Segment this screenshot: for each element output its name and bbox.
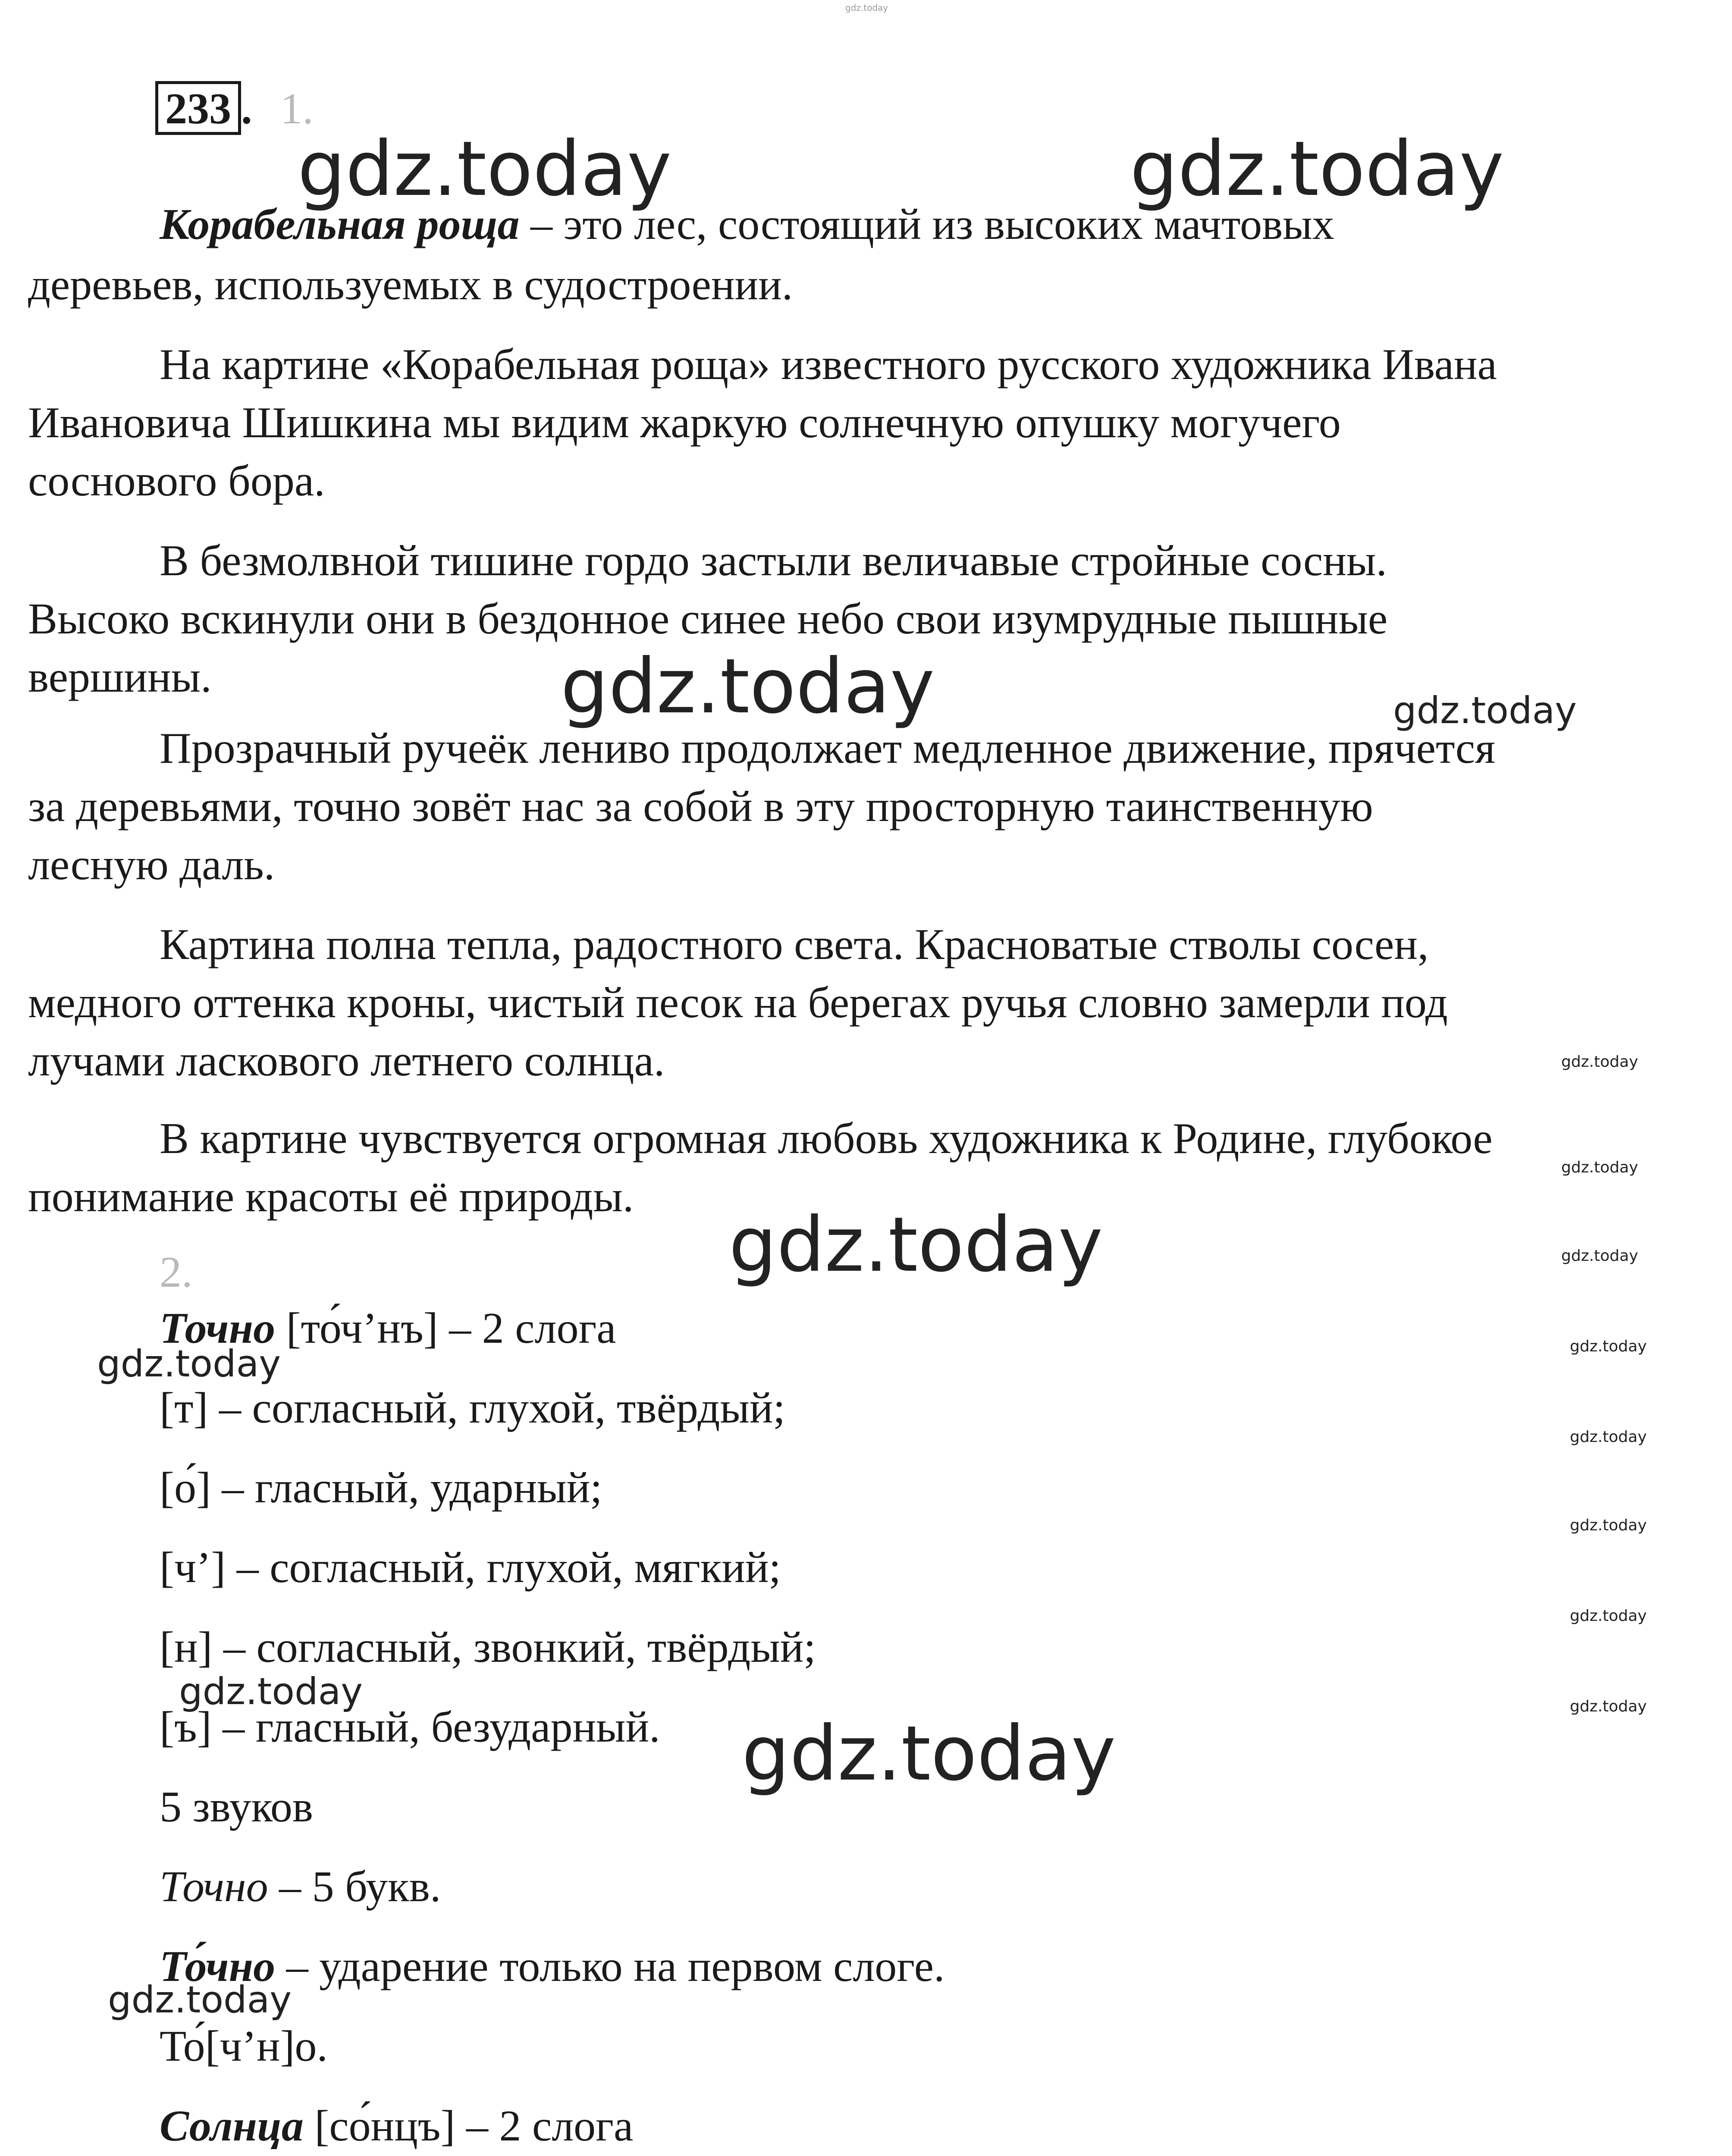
- paragraph-4-line-3: лесную даль.: [28, 840, 275, 889]
- part-label-1: 1.: [280, 85, 314, 133]
- paragraph-1-rest: – это лес, состоящий из высоких мачтовых: [519, 200, 1334, 249]
- solnca-transcription: [со́нцъ] – 2 слога: [303, 2102, 634, 2150]
- paragraph-2-line-1: На картине «Корабельная роща» известного русского художника Ивана: [160, 340, 1497, 389]
- paragraph-2-line-2: Ивановича Шишкина мы видим жаркую солнечную опушку могучего: [28, 398, 1341, 447]
- term-korabelnaya-roscha: Корабельная роща: [160, 200, 520, 249]
- paragraph-5-line-1: Картина полна тепла, радостного света. Красноватые стволы сосен,: [160, 920, 1429, 969]
- paragraph-4-line-2: за деревьями, точно зовёт нас за собой в эту просторную таинственную: [28, 782, 1373, 831]
- watermark: gdz.today: [1570, 1428, 1647, 1446]
- watermark: gdz.today: [97, 1342, 281, 1385]
- watermark: gdz.today: [1561, 1159, 1638, 1176]
- watermark: gdz.today: [1570, 1338, 1647, 1355]
- task-number: 233: [155, 81, 241, 135]
- paragraph-4-line-1: Прозрачный ручеёк лениво продолжает медленное движение, прячется: [160, 724, 1496, 773]
- watermark: gdz.today: [179, 1670, 363, 1713]
- paragraph-3-line-3: вершины.: [28, 653, 212, 702]
- tochno-sound-4: [н] – согласный, звонкий, твёрдый;: [160, 1623, 816, 1672]
- paragraph-3-line-1: В безмолвной тишине гордо застыли величавые стройные сосны.: [160, 536, 1387, 585]
- tochno-sound-2: [о́] – гласный, ударный;: [160, 1463, 602, 1512]
- paragraph-5-line-2: медного оттенка кроны, чистый песок на берегах ручья словно замерли под: [28, 978, 1448, 1027]
- watermark: gdz.today: [561, 643, 935, 730]
- watermark: gdz.today: [1561, 1247, 1638, 1265]
- paragraph-2-line-3: соснового бора.: [28, 457, 325, 505]
- tochno-word: Точно: [160, 1304, 276, 1353]
- paragraph-5-line-3: лучами ласкового летнего солнца.: [28, 1037, 665, 1085]
- watermark: gdz.today: [729, 1201, 1103, 1289]
- tochno-sound-1: [т] – согласный, глухой, твёрдый;: [160, 1384, 785, 1432]
- tochno-stress-rest: – ударение только на первом слоге.: [275, 1942, 945, 1991]
- tochno-sound-count: 5 звуков: [160, 1783, 314, 1831]
- watermark: gdz.today: [1570, 1607, 1647, 1625]
- paragraph-6-line-2: понимание красоты её природы.: [28, 1172, 634, 1221]
- watermark: gdz.today: [298, 125, 672, 213]
- tochno-final: То́[ч’н]о.: [160, 2022, 328, 2071]
- paragraph-3-line-2: Высоко вскинули они в бездонное синее небо свои изумрудные пышные: [28, 595, 1388, 643]
- watermark: gdz.today: [1130, 125, 1504, 213]
- tochno-sound-3: [ч’] – согласный, глухой, мягкий;: [160, 1543, 781, 1592]
- watermark: gdz.today: [108, 1978, 292, 2021]
- tochno-letters-rest: – 5 букв.: [268, 1862, 441, 1911]
- tochno-sound-5: [ъ] – гласный, безударный.: [160, 1703, 660, 1752]
- watermark: gdz.today: [1570, 1517, 1647, 1534]
- header-watermark: gdz.today: [845, 3, 888, 13]
- task-number-row: 233 . 1.: [155, 81, 314, 135]
- watermark: gdz.today: [1561, 1053, 1638, 1071]
- solnca-word: Солнца: [160, 2102, 304, 2150]
- tochno-transcription: [то́ч’нъ] – 2 слога: [275, 1304, 616, 1353]
- tochno-stress-word: То́чно: [160, 1942, 276, 1991]
- watermark: gdz.today: [742, 1710, 1116, 1798]
- watermark: gdz.today: [1393, 689, 1577, 732]
- paragraph-1-line-2: деревьев, используемых в судостроении.: [28, 260, 793, 309]
- part-label-2: 2.: [160, 1248, 193, 1297]
- watermark: gdz.today: [1570, 1698, 1647, 1715]
- tochno-letters-word: Точно: [160, 1862, 268, 1911]
- paragraph-6-line-1: В картине чувствуется огромная любовь художника к Родине, глубокое: [160, 1114, 1493, 1163]
